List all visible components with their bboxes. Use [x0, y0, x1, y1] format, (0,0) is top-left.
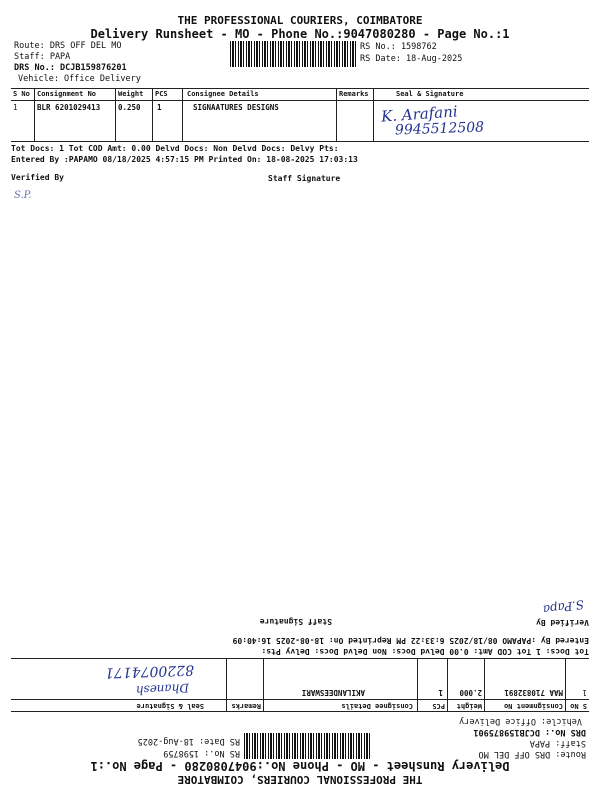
rs-date: RS Date: 18-Aug-2025: [137, 736, 240, 746]
row-sno: 1: [13, 103, 18, 112]
rs-number: RS No.: 1598759: [163, 748, 240, 758]
header-consignee: Consignee Details: [341, 702, 413, 710]
row-consignment: MAA 710832891: [504, 688, 563, 697]
verified-by-label: Verified By: [11, 173, 64, 182]
header-sno: S No: [13, 90, 30, 98]
header-consignment: Consignment No: [37, 90, 97, 98]
runsheet-bottom-inverted: [0, 410, 600, 800]
entered-by-line: Entered By :PAPAMO 08/18/2025 4:57:15 PM Printed On: 18-08-2025 17:03:13: [11, 155, 358, 164]
receiver-phone: 8220074171: [104, 661, 195, 681]
receiver-signature-name: K. Arafani: [380, 102, 459, 126]
header-pcs: PCS: [155, 90, 168, 98]
verified-by-label: Verified By: [536, 618, 589, 627]
row-weight: 0.250: [118, 103, 141, 112]
row-weight: 2.000: [459, 688, 482, 697]
row-consignment: BLR 6201029413: [37, 103, 101, 112]
header-remarks: Remarks: [231, 702, 261, 710]
rs-number: RS No.: 1598762: [360, 42, 437, 52]
staff: Staff: PAPA: [529, 738, 586, 748]
rs-date: RS Date: 18-Aug-2025: [360, 54, 463, 64]
header-pcs: PCS: [432, 702, 445, 710]
verified-scribble: S.Papa: [542, 597, 585, 617]
runsheet-title: Delivery Runsheet - MO - Phone No.:9047080280 - Page No.:1: [90, 759, 510, 773]
row-pcs: 1: [157, 103, 162, 112]
vehicle: Vehicle: Office Delivery: [18, 74, 141, 84]
vehicle: Vehicle: Office Delivery: [459, 716, 582, 726]
route: Route: DRS OFF DEL MO: [14, 41, 122, 51]
row-consignee: AKILANDEESWARI: [301, 688, 365, 697]
runsheet-title: Delivery Runsheet - MO - Phone No.:9047080280 - Page No.:1: [90, 27, 510, 41]
row-sno: 1: [582, 688, 587, 697]
receiver-signature-name: Dhanesh: [135, 680, 190, 698]
row-pcs: 1: [438, 688, 443, 697]
barcode: [243, 733, 370, 759]
header-sno: S No: [570, 702, 587, 710]
row-consignee: SIGNAATURES DESIGNS: [193, 103, 279, 112]
header-seal-signature: Seal & Signature: [136, 702, 204, 710]
header-weight: Weight: [456, 702, 482, 710]
staff-signature-label: Staff Signature: [259, 617, 332, 626]
consignment-table: [11, 658, 589, 712]
drs-number: DRS No.: DCJB159875901: [473, 727, 586, 737]
staff: Staff: PAPA: [14, 52, 71, 62]
totals-line: Tot Docs: 1 Tot COD Amt: 0.00 Delvd Docs: Non Delvd Docs: Delvy Pts:: [261, 647, 589, 656]
receiver-phone: 9945512508: [394, 119, 485, 139]
route: Route: DRS OFF DEL MO: [478, 749, 586, 759]
header-weight: Weight: [118, 90, 144, 98]
header-consignment: Consignment No: [503, 702, 563, 710]
verified-scribble: S.P.: [14, 190, 32, 201]
consignment-table: [11, 88, 589, 142]
drs-number: DRS No.: DCJB159876201: [14, 63, 127, 73]
totals-line: Tot Docs: 1 Tot COD Amt: 0.00 Delvd Docs: Non Delvd Docs: Delvy Pts:: [11, 144, 339, 153]
runsheet-top: [0, 0, 600, 390]
staff-signature-label: Staff Signature: [268, 174, 341, 183]
company-name: THE PROFESSIONAL COURIERS, COIMBATORE: [177, 14, 423, 27]
header-remarks: Remarks: [339, 90, 369, 98]
header-seal-signature: Seal & Signature: [396, 90, 464, 98]
entered-by-line: Entered By :PAPAMO 08/18/2025 6:33:22 PM Reprinted On: 18-08-2025 16:40:09: [232, 636, 589, 645]
header-consignee: Consignee Details: [187, 90, 259, 98]
barcode: [230, 41, 357, 67]
company-name: THE PROFESSIONAL COURIERS, COIMBATORE: [177, 773, 423, 786]
